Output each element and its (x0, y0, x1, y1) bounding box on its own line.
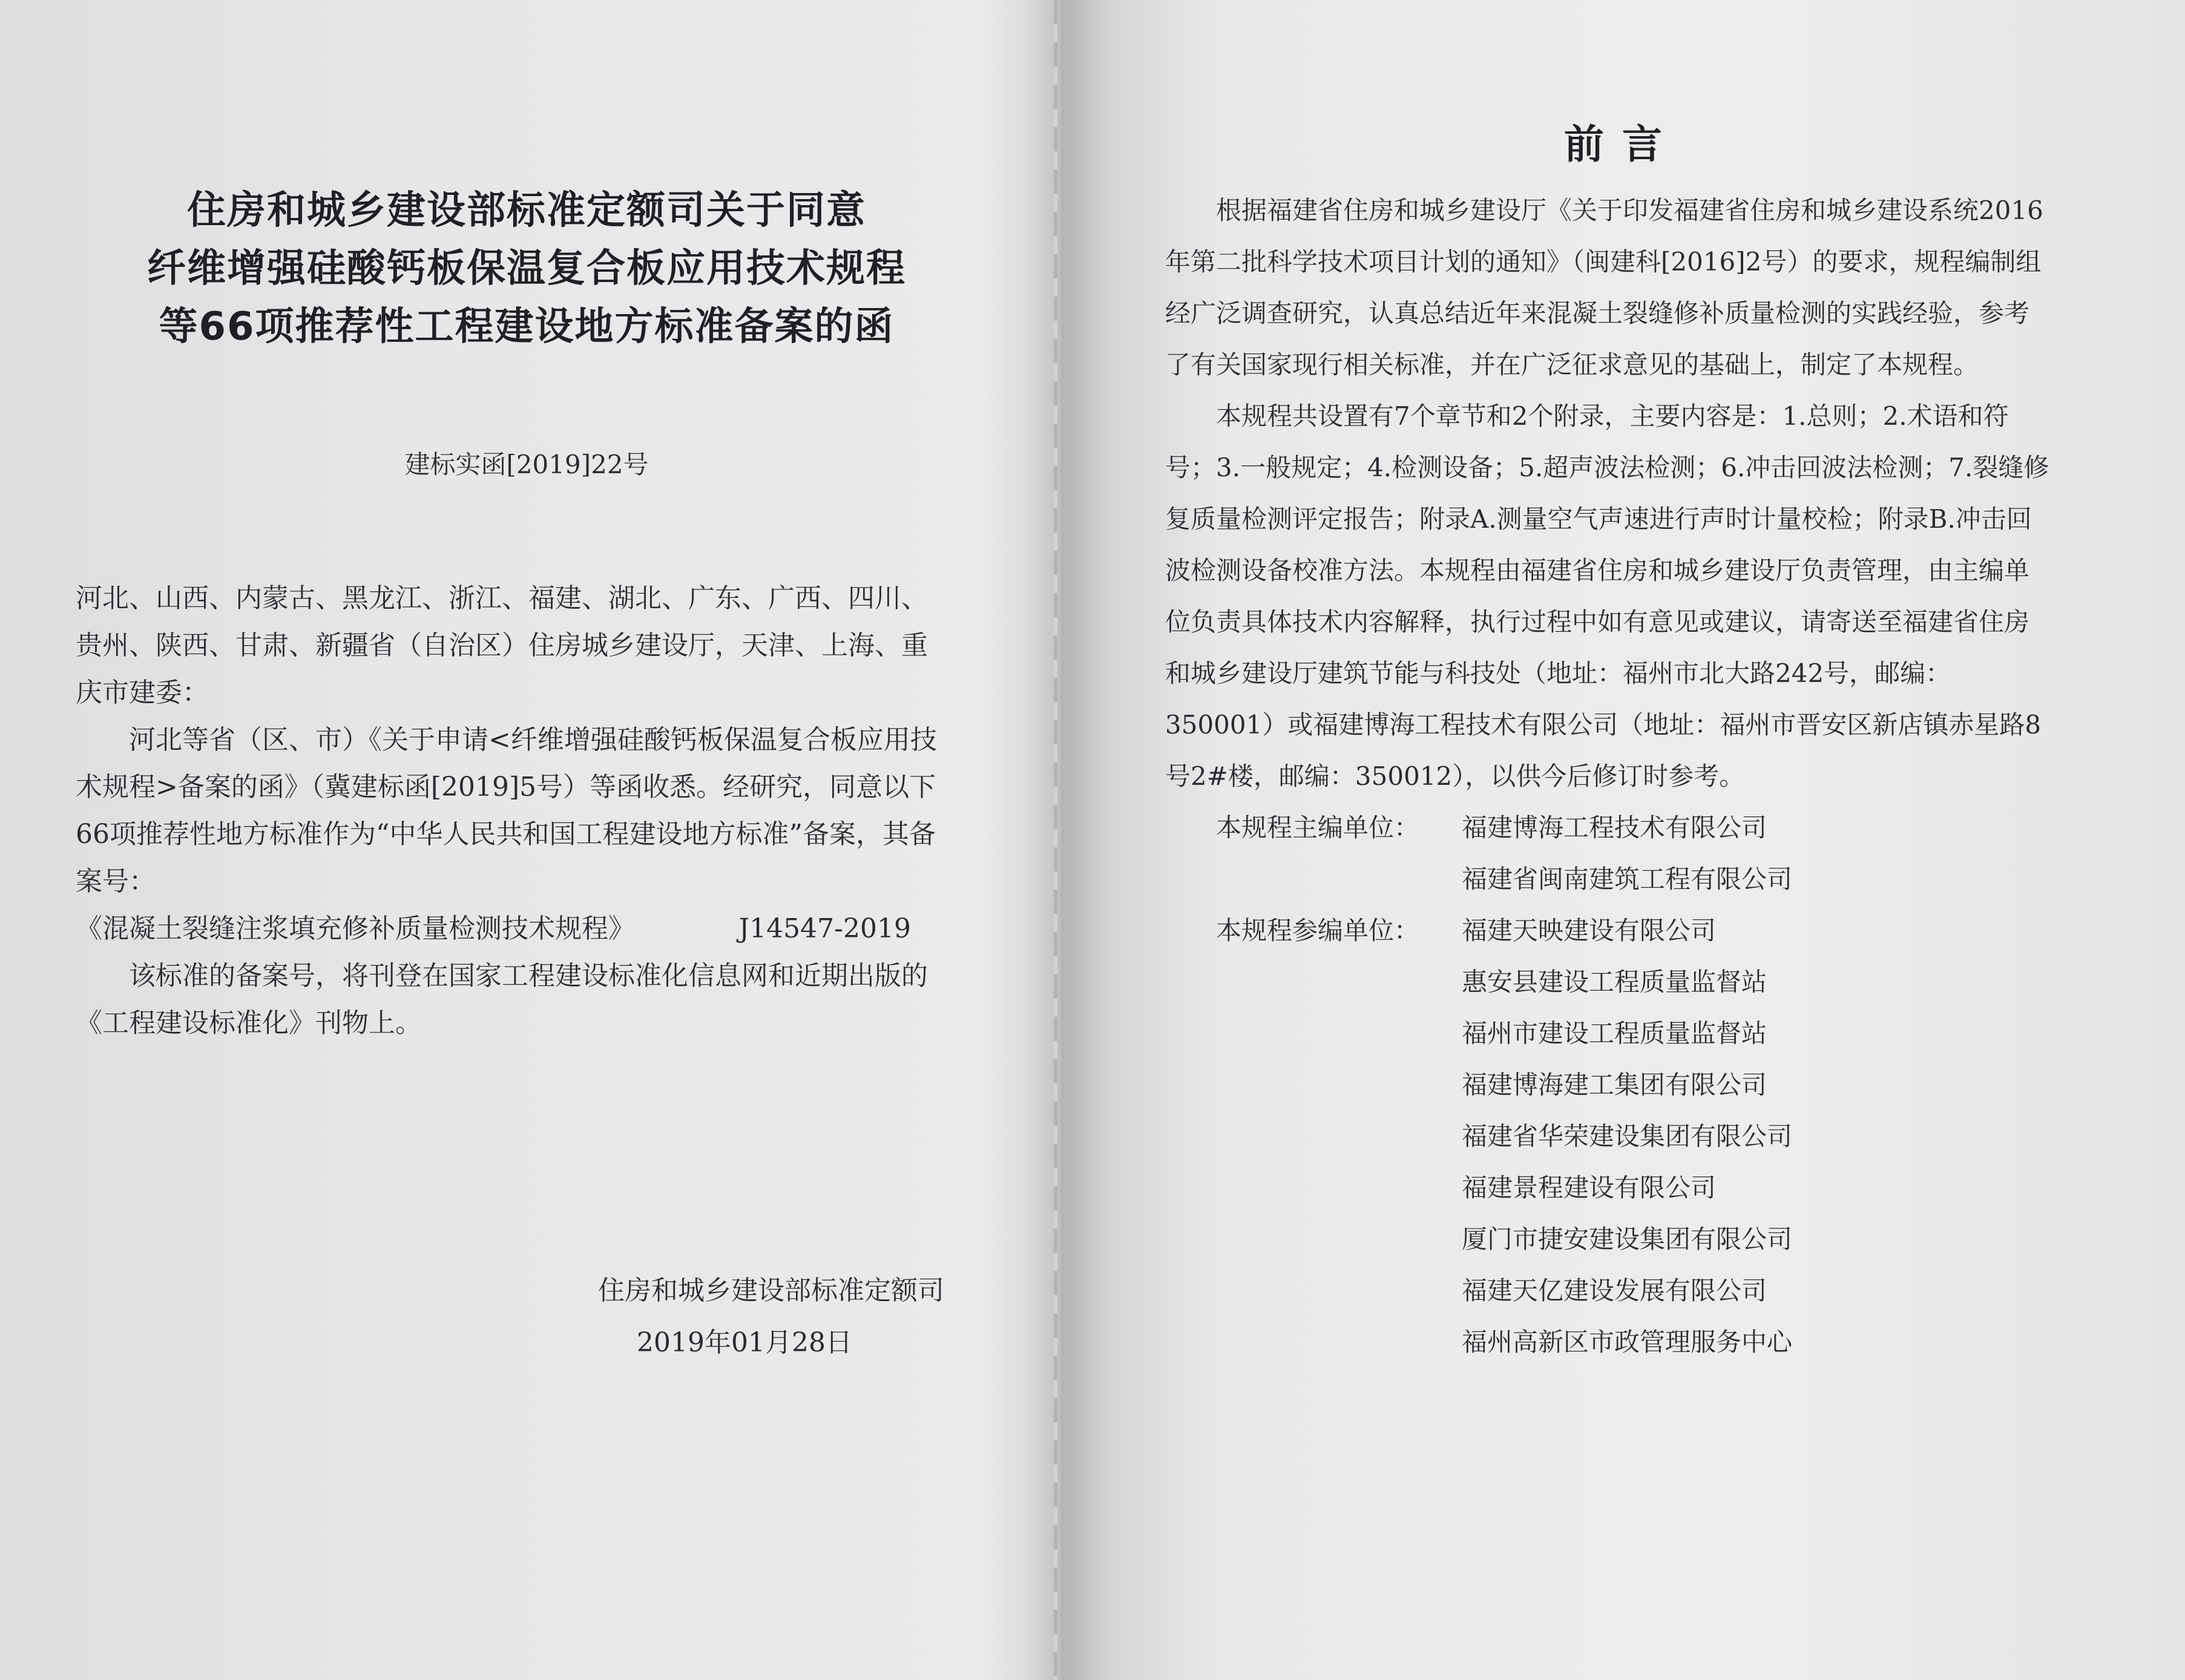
standard-code: J14547-2019 (738, 913, 911, 944)
signature-block (521, 1265, 944, 1369)
letter-body (76, 575, 947, 1047)
participant-unit-4: 福建博海建工集团有限公司 (1462, 1070, 1767, 1100)
participant-unit-label: 本规程参编单位： (1216, 916, 1420, 945)
preface-body (1165, 185, 2052, 1368)
participant-unit-8: 福建天亿建设发展有限公司 (1462, 1276, 1767, 1305)
preface-paragraph-2: 本规程共设置有7个章节和2个附录，主要内容是：1.总则；2.术语和符号；3.一般规定；4.检测设备；5.超声波法检测；6.冲击回波法检测；7.裂缝修复质量检测评定报告；附录A.测量空气声速进行声时计量校检；附录B.冲击回波检测设备校准方法。本规程由福建省住房和城乡建设厅负责管理，由主编单位负责具体技术内容解释，执行过程中如有意见或建议，请寄送至福建省住房和城乡建设厅建筑节能与科技处（地址：福州市北大路242号，邮编：350001）或福建博海工程技术有限公司（地址：福州市晋安区新店镇赤星路8号2#楼，邮编：350012），以供今后修订时参考。 (1165, 401, 2049, 791)
standard-record-line (76, 905, 947, 953)
signature-date: 2019年01月28日 (637, 1327, 852, 1358)
preface-heading: 前言 (1564, 121, 1680, 168)
preface-paragraph-1: 根据福建省住房和城乡建设厅《关于印发福建省住房和城乡建设系统2016年第二批科学技术项目计划的通知》（闽建科[2016]2号）的要求，规程编制组经广泛调查研究，认真总结近年来混凝土裂缝修补质量检测的实践经验，参考了有关国家现行相关标准，并在广泛征求意见的基础上，制定了本规程。 (1165, 195, 2043, 379)
participant-unit-7: 厦门市捷安建设集团有限公司 (1462, 1224, 1793, 1254)
left-page (0, 0, 1053, 1680)
participant-unit-5: 福建省华荣建设集团有限公司 (1462, 1121, 1793, 1151)
participant-unit-row (1165, 905, 2052, 956)
chief-unit-1: 福建博海工程技术有限公司 (1462, 813, 1767, 842)
title-line-1: 住房和城乡建设部标准定额司关于同意 (187, 188, 866, 233)
document-number: 建标实函[2019]22号 (404, 450, 649, 479)
chief-unit-row (1165, 802, 2052, 853)
chief-unit-label: 本规程主编单位： (1216, 813, 1420, 842)
title-line-2: 纤维增强硅酸钙板保温复合板应用技术规程 (147, 246, 906, 291)
participant-unit-9: 福州高新区市政管理服务中心 (1462, 1327, 1793, 1357)
standard-name: 《混凝土裂缝注浆填充修补质量检测技术规程》 (76, 913, 635, 944)
addressee: 河北、山西、内蒙古、黑龙江、浙江、福建、湖北、广东、广西、四川、贵州、陕西、甘肃、新疆省（自治区）住房城乡建设厅，天津、上海、重庆市建委： (76, 583, 928, 708)
participant-unit-2: 惠安县建设工程质量监督站 (1462, 967, 1767, 997)
participant-unit-1: 福建天映建设有限公司 (1462, 916, 1717, 945)
letter-paragraph-1: 河北等省（区、市）《关于申请<纤维增强硅酸钙板保温复合板应用技术规程>备案的函》（冀建标函[2019]5号）等函收悉。经研究，同意以下66项推荐性地方标准作为“中华人民共和国工程建设地方标准”备案，其备案号： (76, 724, 937, 897)
participant-unit-3: 福州市建设工程质量监督站 (1462, 1019, 1767, 1048)
chief-unit-2: 福建省闽南建筑工程有限公司 (1462, 864, 1793, 894)
binding-stitch (1054, 0, 1057, 1680)
editing-units (1165, 802, 2052, 1368)
letter-paragraph-2: 该标准的备案号，将刊登在国家工程建设标准化信息网和近期出版的《工程建设标准化》刊物上。 (76, 960, 928, 1039)
signer: 住房和城乡建设部标准定额司 (598, 1275, 944, 1306)
letter-title (97, 182, 956, 356)
title-line-3: 等66项推荐性工程建设地方标准备案的函 (159, 304, 895, 349)
participant-unit-6: 福建景程建设有限公司 (1462, 1173, 1717, 1203)
